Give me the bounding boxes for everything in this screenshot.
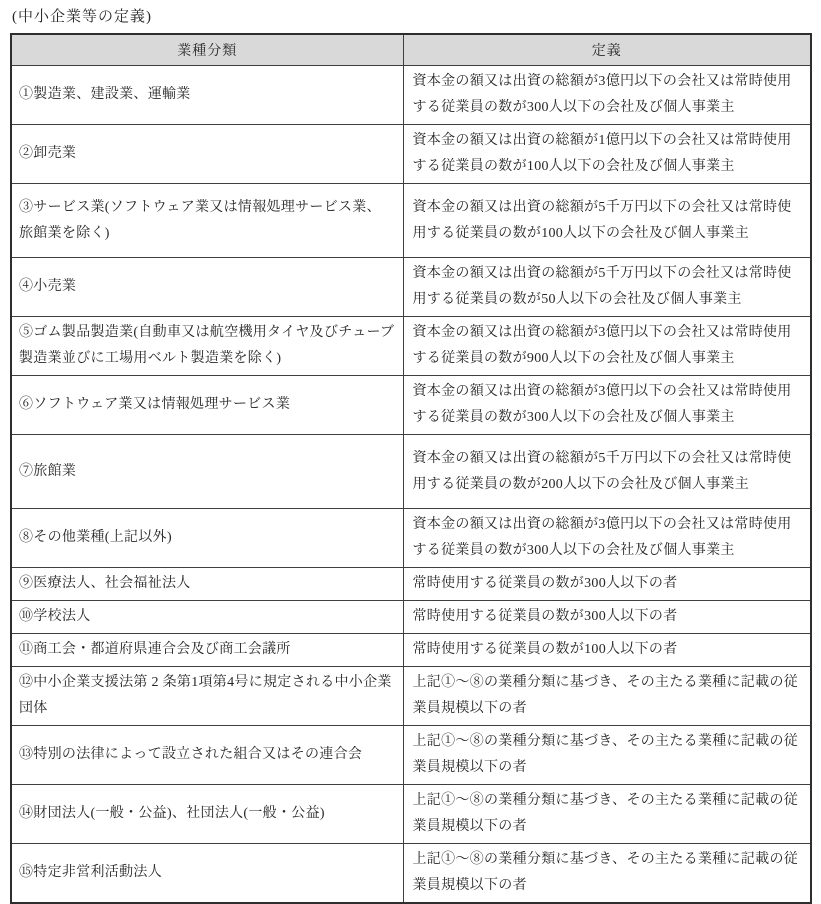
definition-cell: 常時使用する従業員の数が300人以下の者 xyxy=(403,568,811,601)
table-row xyxy=(11,258,811,317)
category-cell: ⑦旅館業 xyxy=(11,435,403,509)
table-row xyxy=(11,509,811,568)
table-row xyxy=(11,317,811,376)
definition-cell: 資本金の額又は出資の総額が3億円以下の会社又は常時使用する従業員の数が300人以下の会社及び個人事業主 xyxy=(403,509,811,568)
category-cell: ②卸売業 xyxy=(11,125,403,184)
table-row xyxy=(11,184,811,258)
category-cell: ①製造業、建設業、運輸業 xyxy=(11,66,403,125)
page-title: (中小企業等の定義) xyxy=(12,9,152,25)
category-cell: ③サービス業(ソフトウェア業又は情報処理サービス業、旅館業を除く) xyxy=(11,184,403,258)
column-header-definition: 定義 xyxy=(403,34,811,66)
category-cell: ⑮特定非営利活動法人 xyxy=(11,844,403,904)
table-row xyxy=(11,726,811,785)
definition-cell: 資本金の額又は出資の総額が3億円以下の会社又は常時使用する従業員の数が300人以下の会社及び個人事業主 xyxy=(403,66,811,125)
definition-cell: 上記①～⑧の業種分類に基づき、その主たる業種に記載の従業員規模以下の者 xyxy=(403,844,811,904)
column-header-category: 業種分類 xyxy=(11,34,403,66)
table-row xyxy=(11,376,811,435)
table-row xyxy=(11,66,811,125)
category-cell: ⑩学校法人 xyxy=(11,601,403,634)
table-row xyxy=(11,785,811,844)
table-row xyxy=(11,125,811,184)
table-header-row xyxy=(11,34,811,66)
definition-cell: 資本金の額又は出資の総額が5千万円以下の会社又は常時使用する従業員の数が50人以下の会社及び個人事業主 xyxy=(403,258,811,317)
definition-cell: 常時使用する従業員の数が300人以下の者 xyxy=(403,601,811,634)
category-cell: ⑥ソフトウェア業又は情報処理サービス業 xyxy=(11,376,403,435)
definition-cell: 資本金の額又は出資の総額が5千万円以下の会社又は常時使用する従業員の数が200人以下の会社及び個人事業主 xyxy=(403,435,811,509)
category-cell: ⑨医療法人、社会福祉法人 xyxy=(11,568,403,601)
category-cell: ⑫中小企業支援法第 2 条第1項第4号に規定される中小企業団体 xyxy=(11,667,403,726)
definition-cell: 資本金の額又は出資の総額が1億円以下の会社又は常時使用する従業員の数が100人以下の会社及び個人事業主 xyxy=(403,125,811,184)
definition-cell: 資本金の額又は出資の総額が3億円以下の会社又は常時使用する従業員の数が900人以下の会社及び個人事業主 xyxy=(403,317,811,376)
category-cell: ⑬特別の法律によって設立された組合又はその連合会 xyxy=(11,726,403,785)
definition-cell: 資本金の額又は出資の総額が5千万円以下の会社又は常時使用する従業員の数が100人以下の会社及び個人事業主 xyxy=(403,184,811,258)
table-row xyxy=(11,844,811,904)
category-cell: ⑧その他業種(上記以外) xyxy=(11,509,403,568)
table-row xyxy=(11,435,811,509)
table-row xyxy=(11,634,811,667)
definition-cell: 資本金の額又は出資の総額が3億円以下の会社又は常時使用する従業員の数が300人以下の会社及び個人事業主 xyxy=(403,376,811,435)
definition-table xyxy=(10,33,812,904)
category-cell: ④小売業 xyxy=(11,258,403,317)
definition-cell: 上記①～⑧の業種分類に基づき、その主たる業種に記載の従業員規模以下の者 xyxy=(403,785,811,844)
category-cell: ⑤ゴム製品製造業(自動車又は航空機用タイヤ及びチューブ製造業並びに工場用ベルト製造業を除く) xyxy=(11,317,403,376)
definition-cell: 上記①～⑧の業種分類に基づき、その主たる業種に記載の従業員規模以下の者 xyxy=(403,726,811,785)
table-row xyxy=(11,667,811,726)
category-cell: ⑭財団法人(一般・公益)、社団法人(一般・公益) xyxy=(11,785,403,844)
category-cell: ⑪商工会・都道府県連合会及び商工会議所 xyxy=(11,634,403,667)
definition-cell: 常時使用する従業員の数が100人以下の者 xyxy=(403,634,811,667)
table-row xyxy=(11,568,811,601)
definition-cell: 上記①～⑧の業種分類に基づき、その主たる業種に記載の従業員規模以下の者 xyxy=(403,667,811,726)
table-row xyxy=(11,601,811,634)
